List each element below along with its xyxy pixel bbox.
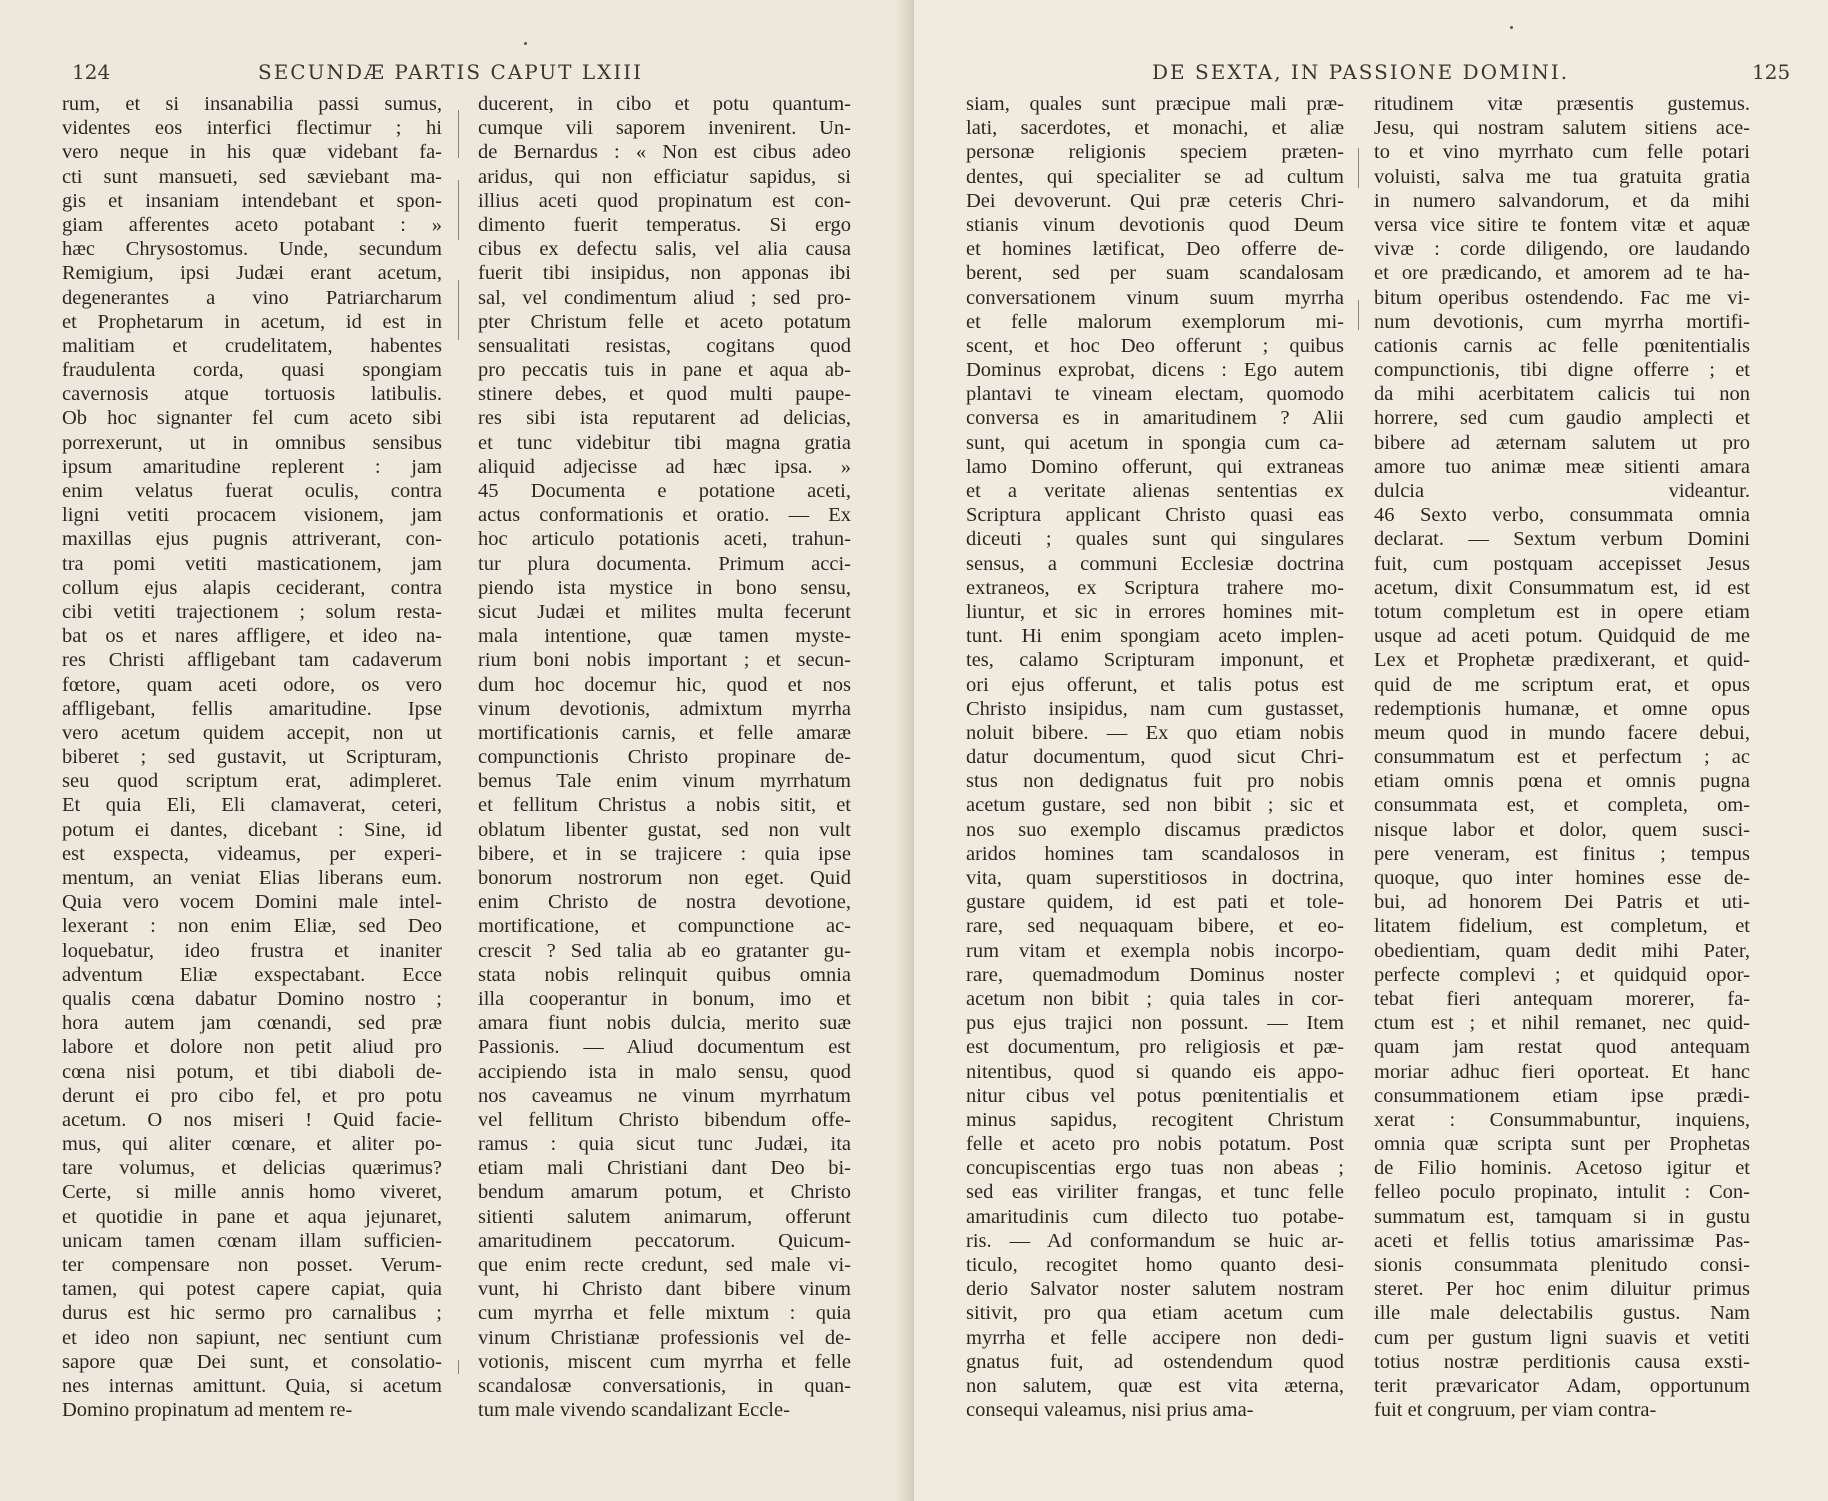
text-line: bitum operibus ostendendo. Fac me vi-	[1374, 286, 1750, 309]
text-line: accipiendo ista in malo sensu, quod	[478, 1060, 851, 1083]
text-line: et a veritate alienas sententias ex	[966, 480, 1344, 502]
text-line: da mihi acerbitatem calicis tui non	[1374, 383, 1750, 406]
text-line: res sibi ista reputarent ad delicias,	[478, 407, 851, 430]
text-line: ligni vetiti procacem visionem, jam	[62, 504, 442, 527]
text-line: et ideo non sapiunt, nec sentiunt cum	[62, 1326, 442, 1349]
text-line: Remigium, ipsi Judæi erant acetum,	[62, 262, 442, 285]
text-line: diceuti ; quales sunt qui singulares	[966, 528, 1344, 551]
text-line: rare, sed nequaquam bibere, et eo-	[966, 915, 1344, 938]
text-line: Jesu, qui nostram salutem sitiens ace-	[1374, 117, 1750, 140]
text-line: noluit bibere. — Ex quo etiam nobis	[966, 721, 1344, 744]
text-line: sapore quæ Dei sunt, et consolatio-	[62, 1350, 442, 1373]
text-line: cœna nisi potum, et tibi diaboli de-	[62, 1060, 442, 1083]
text-line: biberet ; sed gustavit, ut Scripturam,	[62, 746, 442, 769]
text-line: tunt. Hi enim spongiam aceto implen-	[966, 625, 1344, 648]
text-line: vinum devotionis, admixtum myrrha	[478, 697, 851, 720]
text-line: gis et insaniam intendebant et spon-	[62, 189, 442, 212]
text-line: amaritudinem peccatorum. Quicum-	[478, 1229, 851, 1252]
text-line: ramus : quia sicut tunc Judæi, ita	[478, 1133, 851, 1156]
text-line: etiam omnis pœna et omnis pugna	[1374, 770, 1750, 793]
text-line: nitentibus, quod si quando eis appo-	[966, 1060, 1344, 1083]
text-line: myrrha et felle accipere non dedi-	[966, 1326, 1344, 1349]
text-line: voluisti, salva me tua gratuita gratia	[1374, 165, 1750, 188]
text-line: consummatum est et perfectum ; ac	[1374, 746, 1750, 769]
text-line: siam, quales sunt præcipue mali præ-	[966, 93, 1344, 115]
text-line: stinere debes, et quod multi paupe-	[478, 383, 851, 406]
text-line: mala intentione, quæ tamen myste-	[478, 625, 851, 648]
text-line: tamen, qui potest capere capiat, quia	[62, 1278, 442, 1301]
column-rule	[1358, 148, 1359, 188]
text-line: giam afferentes aceto potabant : »	[62, 213, 442, 236]
text-line: adventum Eliæ exspectabant. Ecce	[62, 963, 442, 986]
text-line: Certe, si mille annis homo viveret,	[62, 1181, 442, 1204]
text-line: quoque, quo inter homines esse de-	[1374, 867, 1750, 889]
text-line: vita, quam superstitiosos in doctrina,	[966, 867, 1344, 889]
text-line: que enim recte credunt, sed male vi-	[478, 1254, 851, 1276]
text-line: lati, sacerdotes, et monachi, et aliæ	[966, 117, 1344, 140]
text-line: stus non dedignatus fuit pro nobis	[966, 770, 1344, 793]
text-line: stianis vinum devotionis quod Deum	[966, 213, 1344, 236]
text-line: cumque vili saporem invenirent. Un-	[478, 117, 851, 140]
column-rule	[458, 280, 459, 340]
text-line: nos suo exemplo discamus prædictos	[966, 818, 1344, 841]
text-line: totum completum est in opere etiam	[1374, 600, 1750, 623]
text-line: num devotionis, cum myrrha mortifi-	[1374, 310, 1750, 333]
text-line: acetum. O nos miseri ! Quid facie-	[62, 1108, 442, 1131]
text-line: xerat : Consummabuntur, inquiens,	[1374, 1108, 1750, 1131]
text-line: quam jam restat quod antequam	[1374, 1036, 1750, 1059]
text-line: pter Christum felle et aceto potatum	[478, 310, 851, 333]
text-line: vel fellitum Christo bibendum offe-	[478, 1108, 851, 1131]
text-line: et tunc videbitur tibi magna gratia	[478, 431, 851, 454]
column-rule	[458, 110, 459, 158]
text-line: fuerit tibi insipidus, non apponas ibi	[478, 262, 851, 285]
text-line: ritudinem vitæ præsentis gustemus.	[1374, 93, 1750, 115]
text-line: actus conformationis et oratio. — Ex	[478, 504, 851, 527]
text-line: Dominus exprobat, dicens : Ego autem	[966, 359, 1344, 382]
text-line: totius nostræ perditionis causa exsti-	[1374, 1350, 1750, 1373]
text-line: collum ejus alapis ceciderant, contra	[62, 576, 442, 599]
text-line: sed eas viriliter frangas, et tunc felle	[966, 1181, 1344, 1204]
text-line: perfecte complevi ; et quidquid opor-	[1374, 963, 1750, 986]
text-line: nos caveamus ne vinum myrrhatum	[478, 1084, 851, 1107]
text-line: dentes, qui specialiter se ad cultum	[966, 165, 1344, 188]
text-line: compunctionis Christo propinare de-	[478, 746, 851, 769]
text-line: fuit et congruum, per viam contra-	[1374, 1399, 1657, 1422]
text-line: Quia vero vocem Domini male intel-	[62, 891, 442, 914]
text-line: nitur cibus vel potus pœnitentialis et	[966, 1084, 1344, 1107]
page-number: 124	[72, 60, 111, 84]
text-line: votionis, miscent cum myrrha et felle	[478, 1350, 851, 1373]
text-line: hora autem jam cœnandi, sed præ	[62, 1012, 442, 1035]
text-line: vero neque in his quæ videbant fa-	[62, 141, 442, 164]
text-line: maxillas ejus pugnis attriverant, con-	[62, 528, 442, 551]
text-line: cibus ex defectu salis, vel alia causa	[478, 238, 851, 261]
text-line: concupiscentias ergo tuas non abeas ;	[966, 1157, 1344, 1180]
text-line: tra pomi vetiti masticationem, jam	[62, 552, 442, 575]
text-line: cibi vetiti trajectionem ; solum resta-	[62, 600, 442, 623]
column-rule	[458, 1360, 459, 1374]
text-line: de Bernardus : « Non est cibus adeo	[478, 141, 851, 164]
text-line: sal, vel condimentum aliud ; sed pro-	[478, 286, 851, 309]
text-line: cum myrrha et felle mixtum : quia	[478, 1302, 851, 1325]
text-line: terit prævaricator Adam, opportunum	[1374, 1374, 1750, 1397]
text-line: mortificationis carnis, et felle amaræ	[478, 721, 851, 744]
text-line: amara fiunt nobis dulcia, merito suæ	[478, 1012, 851, 1035]
text-line: lexerant : non enim Eliæ, sed Deo	[62, 915, 442, 938]
text-line: scent, et hoc Deo offerunt ; quibus	[966, 334, 1344, 357]
text-line: Domino propinatum ad mentem re-	[62, 1399, 353, 1422]
text-line: sensus, a communi Ecclesiæ doctrina	[966, 552, 1344, 575]
text-line: tum male vivendo scandalizant Eccle-	[478, 1399, 790, 1422]
text-line: ctum est ; et nihil remanet, nec quid-	[1374, 1012, 1750, 1035]
text-line: aridos homines tam scandalosos in	[966, 842, 1344, 865]
text-line: oblatum libenter gustat, sed non vult	[478, 818, 851, 841]
text-line: dulcia videantur.	[1374, 480, 1750, 502]
text-line: felle et aceto pro nobis potatum. Post	[966, 1133, 1344, 1156]
text-line: aceti et fellis totius amarissimæ Pas-	[1374, 1229, 1750, 1252]
text-line: bibere ad æternam salutem ut pro	[1374, 431, 1750, 454]
text-line: quid de me scriptum erat, et opus	[1374, 673, 1750, 696]
text-line: dimento fuerit temperatus. Si ergo	[478, 213, 851, 236]
text-line: malitiam et crudelitatem, habentes	[62, 334, 442, 357]
text-line: acetum non bibit ; quia tales in cor-	[966, 987, 1344, 1010]
text-line: mus, qui aliter cœnare, et aliter po-	[62, 1133, 442, 1156]
text-line: cavernosis atque tortuosis latibulis.	[62, 383, 442, 406]
text-line: extraneos, ex Scriptura trahere mo-	[966, 576, 1344, 599]
text-line: crescit ? Sed talia ab eo gratanter gu-	[478, 939, 851, 962]
right-page	[914, 0, 1828, 1501]
text-line: enim Christo de nostra devotione,	[478, 891, 851, 914]
text-line: gnatus fuit, ad ostendendum quod	[966, 1350, 1344, 1373]
text-line: videntes eos interfici flectimur ; hi	[62, 117, 442, 140]
text-line: ipsum amaritudine replerent : jam	[62, 455, 442, 478]
text-line: fraudulenta corda, quasi spongiam	[62, 359, 442, 382]
text-line: derio Salvator noster salutem nostram	[966, 1278, 1344, 1301]
text-line: cum per gustum ligni suavis et vetiti	[1374, 1326, 1750, 1349]
text-line: amore tuo animæ meæ sitienti amara	[1374, 455, 1750, 478]
text-line: bemus Tale enim vinum myrrhatum	[478, 770, 851, 793]
text-line: illa cooperantur in bonum, imo et	[478, 987, 851, 1010]
text-line: liuntur, et sic in errores homines mit-	[966, 600, 1344, 623]
text-line: personæ religionis speciem præten-	[966, 141, 1344, 164]
text-line: ducerent, in cibo et potu quantum-	[478, 93, 851, 115]
text-line: seu quod scriptum erat, adimpleret.	[62, 770, 442, 793]
text-line: summatum est, tamquam si in gustu	[1374, 1205, 1750, 1228]
text-line: plantavi te vineam electam, quomodo	[966, 383, 1344, 406]
text-line: Lex et Prophetæ prædixerant, et quid-	[1374, 649, 1750, 672]
text-line: ticulo, recogitet homo quanto desi-	[966, 1254, 1344, 1276]
text-line: vunt, hi Christo dant bibere vinum	[478, 1278, 851, 1301]
text-line: compunctionis, tibi digne offerre ; et	[1374, 359, 1750, 382]
running-head: DE SEXTA, IN PASSIONE DOMINI.	[1152, 60, 1570, 84]
text-line: horrere, sed cum gaudio amplecti et	[1374, 407, 1750, 430]
text-line: Dei devoverunt. Qui præ ceteris Chri-	[966, 189, 1344, 212]
text-line: et ore prædicando, et amorem ad te ha-	[1374, 262, 1750, 285]
text-line: Et quia Eli, Eli clamaverat, ceteri,	[62, 794, 442, 817]
text-line: bendum amarum potum, et Christo	[478, 1181, 851, 1204]
text-line: sicut Judæi et milites multa fecerunt	[478, 600, 851, 623]
text-line: unicam tamen cœnam illam sufficien-	[62, 1229, 442, 1252]
text-line: bonorum nostrorum non eget. Quid	[478, 867, 851, 889]
text-line: tur plura documenta. Primum acci-	[478, 552, 851, 575]
text-line: Passionis. — Aliud documentum est	[478, 1036, 851, 1059]
text-line: aridus, qui non efficiatur sapidus, si	[478, 165, 851, 188]
text-line: et homines lætificat, Deo offerre de-	[966, 238, 1344, 261]
text-line: hoc articulo potationis aceti, trahun-	[478, 528, 851, 551]
text-line: scandalosæ conversationis, in quan-	[478, 1374, 851, 1397]
text-line: est exspecta, videamus, per experi-	[62, 842, 442, 865]
text-line: berent, sed per suam scandalosam	[966, 262, 1344, 285]
text-line: mentum, an veniat Elias liberans eum.	[62, 867, 442, 889]
text-line: ter compensare non posset. Verum-	[62, 1254, 442, 1276]
text-line: labore et dolore non petit aliud pro	[62, 1036, 442, 1059]
text-line: fœtore, quam aceti odore, os vero	[62, 673, 442, 696]
text-line: usque ad aceti potum. Quidquid de me	[1374, 625, 1750, 648]
text-line: meum quod in mundo facere debui,	[1374, 721, 1750, 744]
text-line: stata nobis relinquit quibus omnia	[478, 963, 851, 986]
text-line: versa vice sitire te fontem vitæ et aquæ	[1374, 213, 1750, 236]
text-line: pus ejus trajici non possunt. — Item	[966, 1012, 1344, 1035]
text-line: sionis consummata plenitudo consi-	[1374, 1254, 1750, 1276]
text-line: consummata est, et completa, om-	[1374, 794, 1750, 817]
text-line: rare, quemadmodum Dominus noster	[966, 963, 1344, 986]
text-line: Scriptura applicant Christo quasi eas	[966, 504, 1344, 527]
text-line: tare volumus, et delicias quærimus?	[62, 1157, 442, 1180]
text-line: tebat fieri antequam morerer, fa-	[1374, 987, 1750, 1010]
text-line: obedientiam, quam dedit mihi Pater,	[1374, 939, 1750, 962]
text-line: datur documentum, quod sicut Chri-	[966, 746, 1344, 769]
text-line: consummationem etiam ipse prædi-	[1374, 1084, 1750, 1107]
text-line: enim velatus fuerat oculis, contra	[62, 480, 442, 502]
text-line: vivæ : corde diligendo, ore laudando	[1374, 238, 1750, 261]
text-line: steret. Per hoc enim diluitur primus	[1374, 1278, 1750, 1301]
text-line: affligebant, fellis amaritudine. Ipse	[62, 697, 442, 720]
text-line: Christo insipidus, nam cum gustasset,	[966, 697, 1344, 720]
text-line: conversa es in amaritudinem ? Alii	[966, 407, 1344, 430]
running-head: SECUNDÆ PARTIS CAPUT LXIII	[258, 60, 644, 84]
text-line: vero acetum quidem accepit, non ut	[62, 721, 442, 744]
text-line: minus sapidus, recogitent Christum	[966, 1108, 1344, 1131]
text-line: rium boni nobis important ; et secun-	[478, 649, 851, 672]
text-line: 46 Sexto verbo, consummata omnia	[1374, 504, 1750, 527]
text-line: sitienti salutem animarum, offerunt	[478, 1205, 851, 1228]
text-line: nisque labor et dolor, quem susci-	[1374, 818, 1750, 841]
text-line: 45 Documenta e potatione aceti,	[478, 480, 851, 502]
text-line: cationis carnis ac felle pœnitentialis	[1374, 334, 1750, 357]
text-line: hæc Chrysostomus. Unde, secundum	[62, 238, 442, 261]
text-line: redemptionis humanæ, et omne opus	[1374, 697, 1750, 720]
page-number: 125	[1752, 60, 1791, 84]
text-line: etiam mali Christiani dant Deo bi-	[478, 1157, 851, 1180]
text-line: pere veneram, est finitus ; tempus	[1374, 842, 1750, 865]
text-line: sunt, qui acetum in spongia cum ca-	[966, 431, 1344, 454]
text-line: mortificatione, et compunctione ac-	[478, 915, 851, 938]
text-line: piendo ista mystice in bono sensu,	[478, 576, 851, 599]
text-line: aliquid adjecisse ad hæc ipsa. »	[478, 455, 851, 478]
text-line: acetum, dixit Consummatum est, id est	[1374, 576, 1750, 599]
text-line: potum ei dantes, dicebant : Sine, id	[62, 818, 442, 841]
text-column	[62, 92, 442, 1422]
column-rule	[1358, 300, 1359, 330]
text-line: bibere, et in se trajicere : quia ipse	[478, 842, 851, 865]
text-line: moriar adhuc fieri oporteat. Et hanc	[1374, 1060, 1750, 1083]
text-column	[478, 92, 851, 1422]
text-line: dum hoc docemur hic, quod et nos	[478, 673, 851, 696]
text-line: et fellitum Christus a nobis sitit, et	[478, 794, 851, 817]
text-line: conversationem vinum suum myrrha	[966, 286, 1344, 309]
text-line: fuit, cum postquam accepisset Jesus	[1374, 552, 1750, 575]
text-line: gustare quidem, id est pati et tole-	[966, 891, 1344, 914]
text-line: porrexerunt, ut in omnibus sensibus	[62, 431, 442, 454]
text-line: to et vino myrrhato cum felle potari	[1374, 141, 1750, 164]
text-line: derunt ei pro cibo fel, et pro potu	[62, 1084, 442, 1107]
text-line: ille male delectabilis gustus. Nam	[1374, 1302, 1750, 1325]
text-line: et Prophetarum in acetum, id est in	[62, 310, 442, 333]
text-line: degenerantes a vino Patriarcharum	[62, 286, 442, 309]
text-line: felleo poculo propinato, intulit : Con-	[1374, 1181, 1750, 1204]
text-line: de Filio hominis. Acetoso igitur et	[1374, 1157, 1750, 1180]
column-rule	[458, 180, 459, 240]
text-line: consequi valeamus, nisi prius ama-	[966, 1399, 1254, 1422]
text-line: nes internas amittunt. Quia, si acetum	[62, 1374, 442, 1397]
text-line: durus est hic sermo pro carnalibus ;	[62, 1302, 442, 1325]
text-line: litatem fidelium, est completum, et	[1374, 915, 1750, 938]
text-line: Ob hoc signanter fel cum aceto sibi	[62, 407, 442, 430]
text-line: declarat. — Sextum verbum Domini	[1374, 528, 1750, 551]
text-line: pro peccatis tuis in pane et aqua ab-	[478, 359, 851, 382]
speck	[1510, 26, 1513, 29]
text-line: non salutem, quæ est vita æterna,	[966, 1374, 1344, 1397]
text-line: et quotidie in pane et aqua jejunaret,	[62, 1205, 442, 1228]
text-line: vinum Christianæ professionis vel de-	[478, 1326, 851, 1349]
text-line: sitivit, pro qua etiam acetum cum	[966, 1302, 1344, 1325]
text-line: illius aceti quod propinatum est con-	[478, 189, 851, 212]
text-line: bat os et nares affligere, et ideo na-	[62, 625, 442, 648]
text-line: acetum gustare, sed non bibit ; sic et	[966, 794, 1344, 817]
text-line: ris. — Ad conformandum se huic ar-	[966, 1229, 1344, 1252]
text-line: omnia quæ scripta sunt per Prophetas	[1374, 1133, 1750, 1156]
text-column	[966, 92, 1344, 1422]
text-line: est documentum, pro religiosis et pæ-	[966, 1036, 1344, 1059]
text-line: qualis cœna dabatur Domino nostro ;	[62, 987, 442, 1010]
text-line: in numero salvandorum, et da mihi	[1374, 189, 1750, 212]
text-line: amaritudinis cum dilecto tuo potabe-	[966, 1205, 1344, 1228]
text-line: rum, et si insanabilia passi sumus,	[62, 93, 442, 115]
text-line: sensualitati resistas, cogitans quod	[478, 334, 851, 357]
text-line: res Christi affligebant tam cadaverum	[62, 649, 442, 672]
text-line: rum vitam et exempla nobis incorpo-	[966, 939, 1344, 962]
text-line: et felle malorum exemplorum mi-	[966, 310, 1344, 333]
speck	[524, 42, 527, 45]
text-line: bui, ad honorem Dei Patris et uti-	[1374, 891, 1750, 914]
text-line: loquebatur, ideo frustra et inaniter	[62, 939, 442, 962]
text-line: ori ejus offerunt, et talis potus est	[966, 673, 1344, 696]
text-line: lamo Domino offerunt, qui extraneas	[966, 455, 1344, 478]
text-column	[1374, 92, 1750, 1422]
text-line: tes, calamo Scripturam imponunt, et	[966, 649, 1344, 672]
text-line: cti sunt mansueti, sed sæviebant ma-	[62, 165, 442, 188]
